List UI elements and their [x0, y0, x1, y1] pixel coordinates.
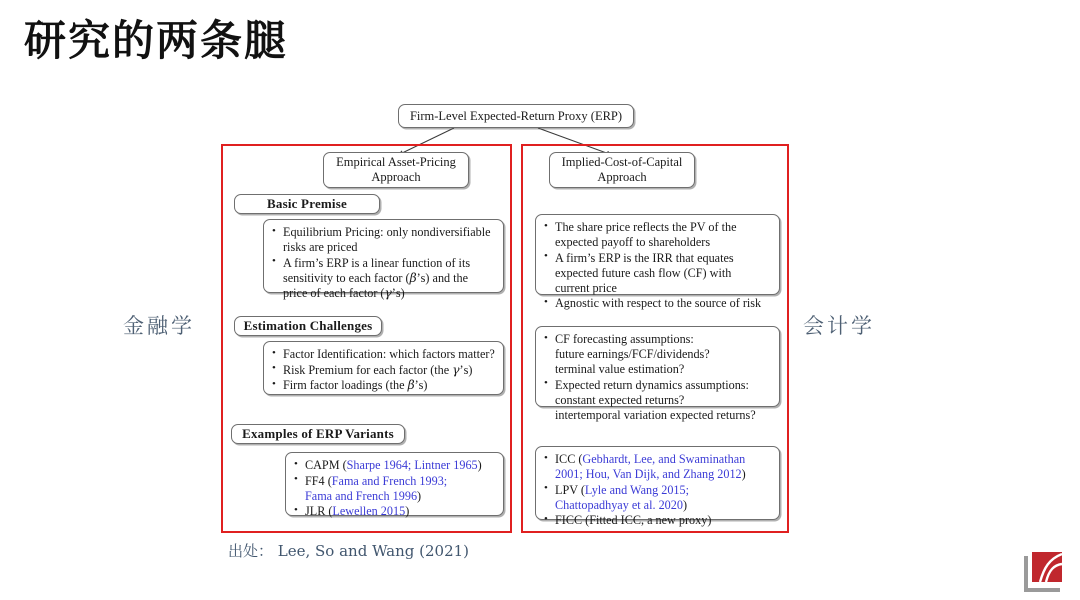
- section-body-examples-of-erp-variants: [285, 452, 504, 519]
- bullet-item: [283, 347, 495, 362]
- branch-title-line-1: Empirical Asset-Pricing: [336, 155, 456, 170]
- bullet-text: Firm factor loadings (the: [283, 378, 408, 393]
- citation-reference: 2001; Hou, Van Dijk, and Zhang 2012: [555, 467, 742, 482]
- bullet-text: β: [409, 270, 417, 285]
- section-heading-label: Basic Premise: [267, 196, 347, 211]
- bullet-text: Agnostic with respect to the source of risk: [555, 296, 762, 311]
- bullet-text: γ: [452, 362, 460, 377]
- bullet-text: LPV (: [555, 482, 585, 497]
- bullet-text: ’s) and the: [416, 270, 469, 285]
- section-body-icc-premise: [535, 214, 780, 311]
- bullet-item: [305, 504, 495, 519]
- citation-reference: Sharpe 1964; Lintner 1965: [346, 458, 478, 472]
- bullet-text: current price: [555, 280, 617, 295]
- bullet-text: A firm’s ERP is the IRR that equates: [555, 250, 734, 265]
- bullet-item: [555, 452, 771, 482]
- branch-title-line-2: Approach: [371, 170, 421, 184]
- branch-title-line-1: Implied-Cost-of-Capital: [561, 155, 683, 170]
- citation-reference: Gebhardt, Lee, and Swaminathan: [582, 452, 746, 466]
- bullet-list: [270, 347, 495, 393]
- bullet-text: terminal value estimation?: [555, 362, 685, 377]
- bullet-text: Risk Premium for each factor (the: [283, 362, 453, 377]
- bullet-text: future earnings/FCF/dividends?: [555, 347, 710, 362]
- bullet-text: expected future cash flow (CF) with: [555, 265, 732, 280]
- bullet-list: [270, 225, 495, 301]
- bullet-text: ’s): [414, 378, 428, 393]
- citation-reference: Chattopadhyay et al. 2020: [555, 497, 683, 512]
- bullet-text: intertemporal variation expected returns?: [555, 407, 756, 422]
- bullet-text: constant expected returns?: [555, 392, 685, 407]
- bullet-item: [555, 220, 771, 250]
- bullet-text: ’s): [459, 362, 473, 377]
- section-body-icc-variants: [535, 446, 780, 528]
- bullet-text: FF4 (: [305, 473, 332, 488]
- bullet-text: FICC (Fitted ICC, a new proxy): [555, 513, 712, 528]
- node-root-erp-label: Firm-Level Expected-Return Proxy (ERP): [409, 108, 623, 123]
- source-caption: 出处： Lee, So and Wang (2021): [228, 542, 470, 560]
- bullet-text: β: [407, 378, 415, 393]
- bullet-item: [283, 256, 495, 301]
- bullet-text: The share price reflects the PV of the: [555, 220, 737, 234]
- bullet-text: expected payoff to shareholders: [555, 235, 711, 250]
- bullet-item: [283, 363, 495, 378]
- bullet-item: [283, 225, 495, 255]
- section-heading-label: Estimation Challenges: [243, 318, 373, 333]
- bullet-text: price of each factor (: [283, 285, 385, 300]
- bullet-item: [305, 474, 495, 504]
- bullet-item: [555, 513, 771, 528]
- section-body-icc-assumptions: [535, 326, 780, 422]
- citation-reference: Lyle and Wang 2015;: [584, 482, 689, 497]
- bullet-text: Factor Identification: which factors matter?: [283, 347, 495, 361]
- bullet-item: [283, 378, 495, 393]
- brand-logo-icon: [1022, 548, 1068, 594]
- bullet-text: A firm’s ERP is a linear function of its: [283, 255, 471, 270]
- bullet-text: ): [405, 504, 410, 519]
- bullet-text: ): [741, 467, 746, 482]
- section-heading-label: Examples of ERP Variants: [242, 426, 394, 441]
- annotation-finance: 金融学: [123, 314, 195, 338]
- section-body-basic-premise: [263, 219, 504, 300]
- bullet-text: Equilibrium Pricing: only nondiversifiable: [283, 225, 491, 239]
- bullet-item: [555, 251, 771, 296]
- bullet-item: [555, 296, 771, 311]
- bullet-list: [292, 458, 495, 519]
- annotation-accounting: 会计学: [803, 314, 875, 338]
- bullet-text: ): [477, 458, 482, 472]
- node-root-erp: [398, 104, 634, 128]
- bullet-text: risks are priced: [283, 240, 358, 255]
- citation-reference: Fama and French 1993;: [331, 473, 448, 488]
- bullet-text: ’s): [391, 285, 405, 300]
- brand-logo: [1022, 548, 1068, 594]
- bullet-item: [555, 378, 771, 423]
- section-heading-basic-premise: [234, 194, 380, 214]
- bullet-list: [542, 332, 771, 423]
- bullet-text: ): [417, 488, 422, 503]
- bullet-item: [305, 458, 495, 473]
- bullet-text: CAPM (: [305, 458, 347, 472]
- bullet-list: [542, 220, 771, 311]
- bullet-text: CF forecasting assumptions:: [555, 332, 694, 346]
- branch-title-line-2: Approach: [597, 170, 647, 184]
- node-empirical-asset-pricing-title: [323, 152, 469, 188]
- page-title: 研究的两条腿: [24, 16, 289, 65]
- bullet-text: ): [682, 497, 688, 512]
- bullet-text: Expected return dynamics assumptions:: [555, 377, 749, 392]
- citation-reference: Fama and French 1996: [305, 488, 418, 503]
- bullet-item: [555, 332, 771, 377]
- bullet-list: [542, 452, 771, 528]
- section-heading-examples-of-erp-variants: [231, 424, 405, 444]
- bullet-text: γ: [384, 285, 392, 300]
- bullet-text: ICC (: [555, 452, 583, 466]
- bullet-text: sensitivity to each factor (: [283, 270, 410, 285]
- node-implied-cost-of-capital-title: [549, 152, 695, 188]
- bullet-text: JLR (: [305, 504, 333, 519]
- citation-reference: Lewellen 2015: [332, 504, 406, 519]
- section-heading-estimation-challenges: [234, 316, 382, 336]
- section-body-estimation-challenges: [263, 341, 504, 395]
- bullet-item: [555, 483, 771, 513]
